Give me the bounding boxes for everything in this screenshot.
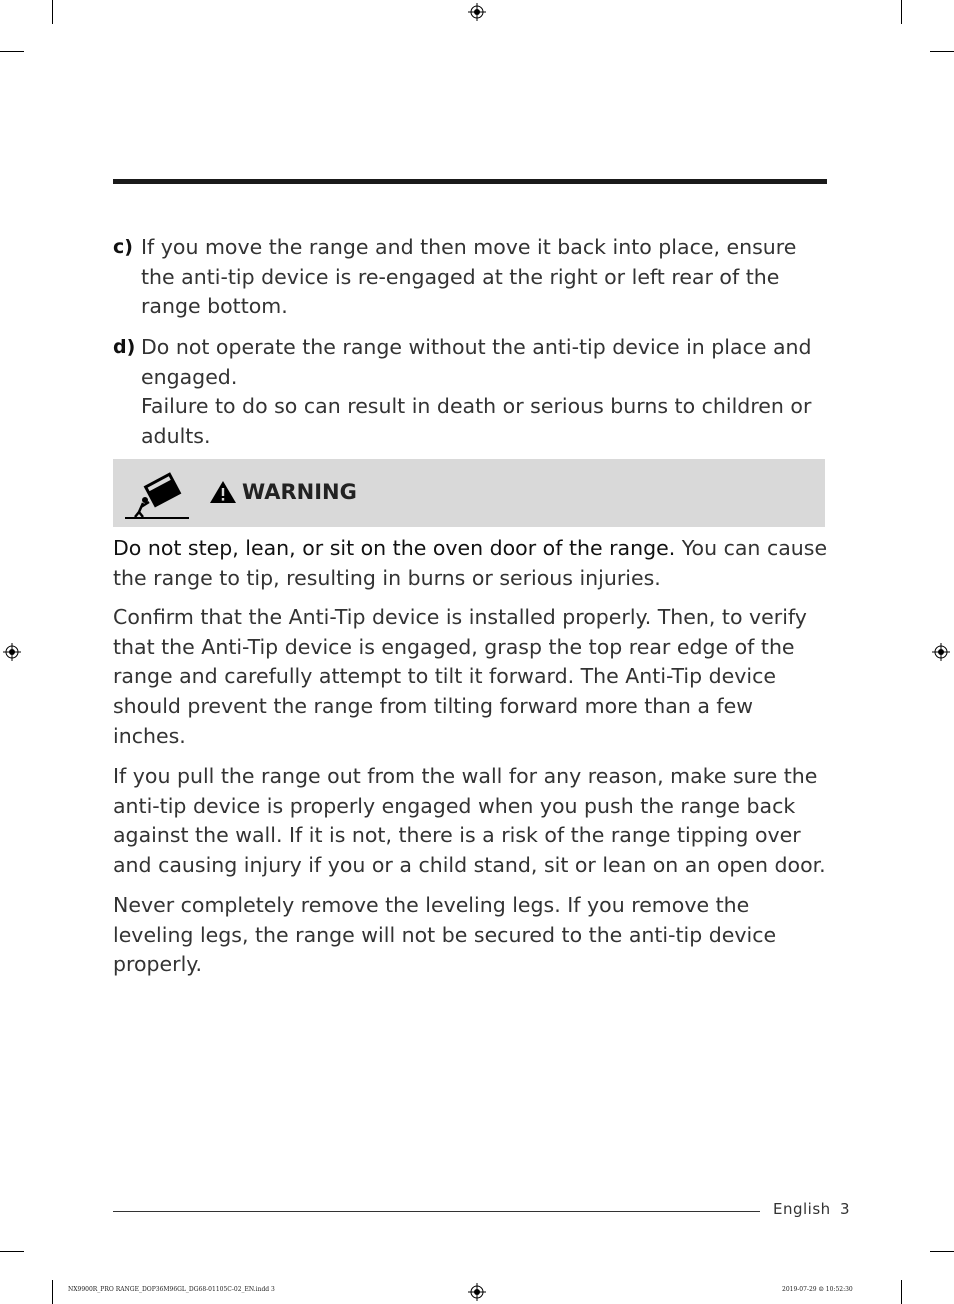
- tipping-range-icon: [123, 466, 191, 520]
- warning-paragraph-3: [113, 762, 833, 881]
- warning-paragraph-1: [113, 534, 833, 593]
- text-line: Never completely remove the leveling legs. If you remove the: [113, 893, 750, 917]
- text-line: engaged.: [141, 364, 238, 389]
- bold-lead-text: Do not step, lean, or sit on the oven door of the range.: [113, 536, 676, 560]
- text-line: inches.: [113, 723, 186, 748]
- registration-mark-icon: [468, 1283, 486, 1301]
- text-line: the range to tip, resulting in burns or serious injuries.: [113, 565, 661, 590]
- registration-mark-icon: [3, 643, 21, 661]
- crop-mark: [930, 51, 954, 52]
- footer-rule: [113, 1211, 760, 1212]
- text-line: range and carefully attempt to tilt it forward. The Anti-Tip device: [113, 664, 776, 689]
- text-line: If you move the range and then move it back into place, ensure: [141, 235, 797, 259]
- crop-mark: [0, 1251, 24, 1252]
- text-line: anti-tip device is properly engaged when you push the range back: [113, 793, 796, 818]
- registration-mark-icon: [468, 3, 486, 21]
- header-rule: [113, 179, 827, 184]
- text-line: adults.: [141, 424, 211, 449]
- warning-heading: [209, 480, 357, 504]
- text-line: You can cause: [675, 536, 828, 560]
- text-line: Failure to do so can result in death or serious burns to children or: [141, 394, 812, 419]
- list-item-label: c): [113, 236, 133, 258]
- text-line: Do not operate the range without the anti-tip device in place and: [141, 335, 812, 359]
- text-line: Confirm that the Anti-Tip device is installed properly. Then, to verify: [113, 605, 807, 629]
- registration-mark-icon: [932, 643, 950, 661]
- crop-mark: [901, 1280, 902, 1304]
- text-line: leveling legs, the range will not be secured to the anti-tip device: [113, 922, 777, 947]
- warning-paragraph-4: [113, 891, 833, 980]
- list-item-label: d): [113, 336, 136, 358]
- text-line: the anti-tip device is re-engaged at the right or left rear of the: [141, 264, 780, 289]
- text-line: should prevent the range from tilting forward more than a few: [113, 694, 754, 719]
- text-line: and causing injury if you or a child stand, sit or lean on an open door.: [113, 853, 826, 878]
- text-line: If you pull the range out from the wall for any reason, make sure the: [113, 764, 818, 788]
- crop-mark: [52, 1280, 53, 1304]
- text-line: against the wall. If it is not, there is a risk of the range tipping over: [113, 823, 801, 848]
- warning-paragraph-2: [113, 603, 833, 752]
- text-line: range bottom.: [141, 294, 288, 319]
- print-slug-file: NX9900R_PRO RANGE_DOP36M96GL_DG68-01105C-02_EN.indd 3: [68, 1286, 275, 1293]
- warning-triangle-icon: [209, 480, 237, 504]
- list-item-d: [113, 333, 833, 452]
- crop-mark: [930, 1251, 954, 1252]
- crop-mark: [52, 0, 53, 24]
- warning-banner: [113, 459, 825, 527]
- list-item-c: [113, 233, 833, 322]
- text-line: properly.: [113, 952, 203, 977]
- footer-language: English: [773, 1200, 831, 1218]
- print-slug-date: 2019-07-29 ☺ 10:52:30: [782, 1286, 853, 1293]
- crop-mark: [901, 0, 902, 24]
- warning-label: WARNING: [242, 480, 357, 504]
- text-line: that the Anti-Tip device is engaged, grasp the top rear edge of the: [113, 634, 795, 659]
- crop-mark: [0, 51, 24, 52]
- page-number: 3: [840, 1200, 850, 1218]
